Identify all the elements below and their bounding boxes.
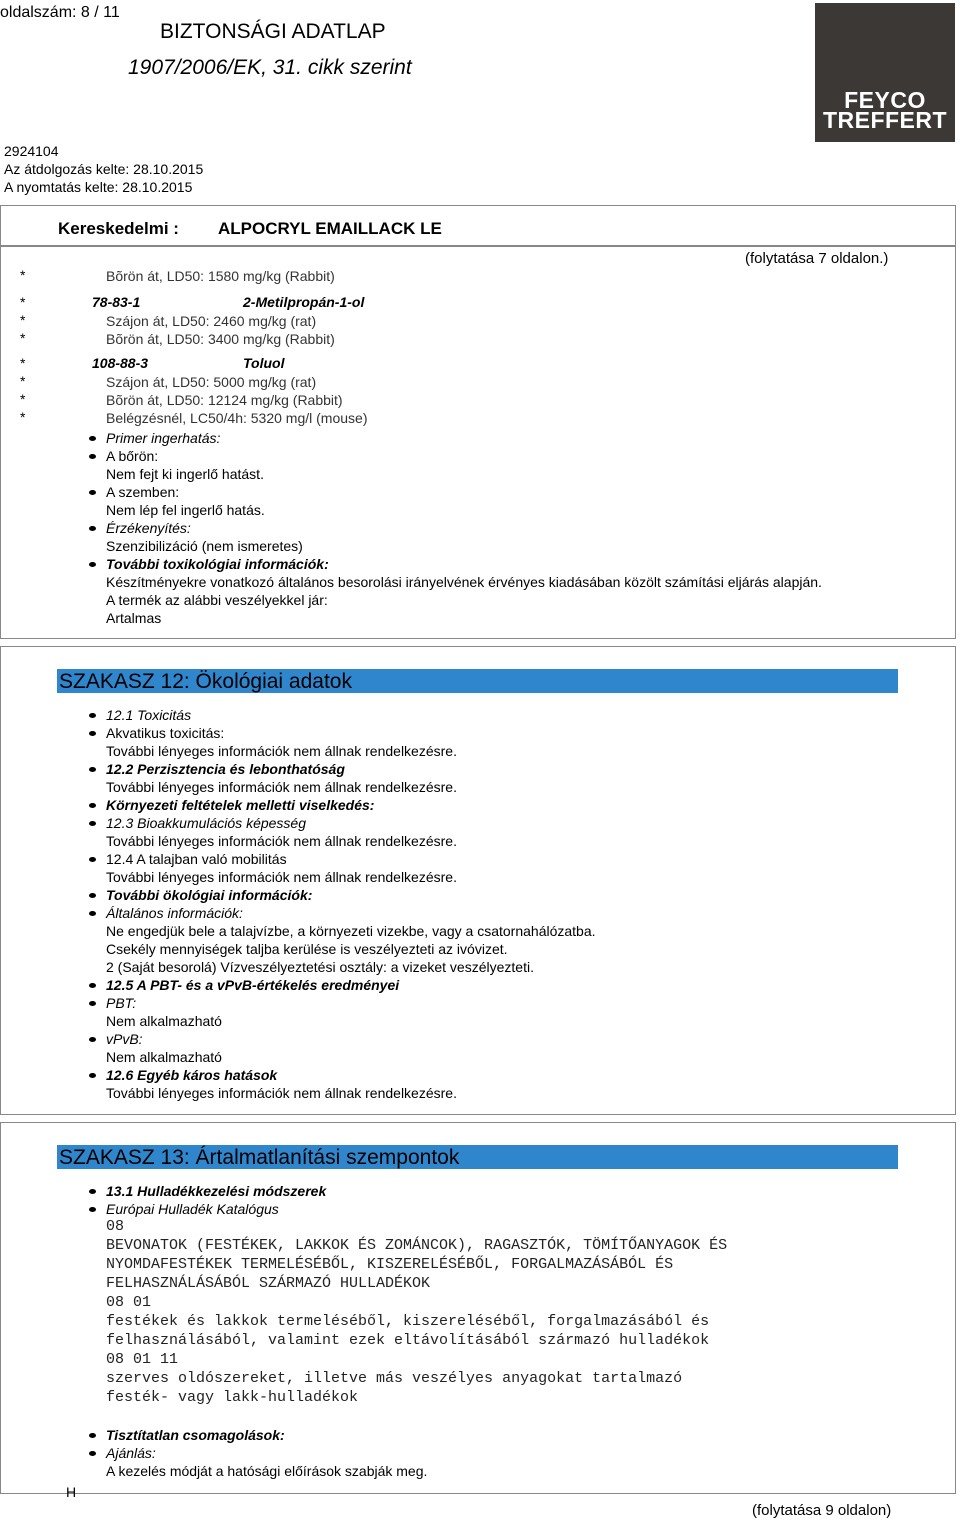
primary-irritation: Primer ingerhatás:	[106, 430, 221, 446]
substance-name: Toluol	[243, 355, 285, 371]
document-title: BIZTONSÁGI ADATLAP	[160, 20, 386, 43]
tox-line: Bõrön át, LD50: 3400 mg/kg (Rabbit)	[106, 331, 335, 347]
trade-name-label: Kereskedelmi :	[58, 219, 179, 238]
sensitisation-value: Szenzibilizáció (nem ismeretes)	[106, 538, 303, 554]
persistence-heading: 12.2 Perzisztencia és lebonthatóság	[106, 761, 345, 777]
info-line: További lényeges információk nem állnak rendelkezésre.	[106, 779, 457, 795]
aquatic-toxicity-label: Akvatikus toxicitás:	[106, 725, 225, 741]
bullet	[89, 911, 96, 916]
cas-number: 78-83-1	[92, 294, 141, 310]
star-marker: *	[20, 267, 26, 283]
revision-date: Az átdolgozás kelte: 28.10.2015	[4, 161, 204, 177]
bioaccumulation-heading: 12.3 Bioakkumulációs képesség	[106, 815, 307, 831]
pbt-assessment-heading: 12.5 A PBT- és a vPvB-értékelés eredményei	[106, 977, 400, 993]
section12-title: SZAKASZ 12: Ökológiai adatok	[59, 670, 352, 693]
bullet	[89, 767, 96, 772]
waste-description: festék- vagy lakk-hulladékok	[106, 1389, 359, 1406]
product-number: 2924104	[4, 143, 59, 159]
info-line: További lényeges információk nem állnak rendelkezésre.	[106, 833, 457, 849]
bullet	[89, 1001, 96, 1006]
waste-methods-heading: 13.1 Hulladékkezelési módszerek	[106, 1183, 327, 1199]
waste-description: felhasználásából, valamint ezek eltávolításából származó hulladékok	[106, 1332, 710, 1349]
eye-label: A szemben:	[106, 484, 180, 500]
info-line: 2 (Saját besorolá) Vízveszélyeztetési osztály: a vizeket veszélyezteti.	[106, 959, 534, 975]
packaging-heading: Tisztítatlan csomagolások:	[106, 1427, 285, 1443]
other-effects-heading: 12.6 Egyéb káros hatások	[106, 1067, 278, 1083]
info-line: További lényeges információk nem állnak rendelkezésre.	[106, 743, 457, 759]
bullet	[89, 893, 96, 898]
pbt-label: PBT:	[106, 995, 137, 1011]
bullet	[89, 983, 96, 988]
star-marker: *	[20, 330, 26, 346]
cas-number: 108-88-3	[92, 355, 149, 371]
regulation: 1907/2006/EK, 31. cikk szerint	[128, 56, 412, 79]
environment-behaviour-heading: Környezeti feltételek melletti viselkedés:	[106, 797, 375, 813]
trade-name-value: ALPOCRYL EMAILLACK LE	[218, 219, 442, 238]
continued-from: (folytatása 7 oldalon.)	[745, 250, 889, 267]
bullet	[89, 1189, 96, 1194]
section13-title: SZAKASZ 13: Ártalmatlanítási szempontok	[59, 1146, 460, 1169]
bullet	[89, 1073, 96, 1078]
general-info-heading: Általános információk:	[106, 905, 243, 921]
hazard-label: A termék az alábbi veszélyekkel jár:	[106, 592, 328, 608]
waste-code: 08 01 11	[106, 1351, 179, 1368]
further-eco-heading: További ökológiai információk:	[106, 887, 313, 903]
bullet	[89, 454, 96, 459]
star-marker: *	[20, 294, 26, 310]
bullet	[89, 1207, 96, 1212]
star-marker: *	[20, 355, 26, 371]
skin-value: Nem fejt ki ingerlő hatást.	[106, 466, 264, 482]
hazard-value: Artalmas	[106, 610, 162, 626]
logo-line1: FEYCO	[844, 87, 926, 113]
bullet	[89, 731, 96, 736]
tox-line: Szájon át, LD50: 2460 mg/kg (rat)	[106, 313, 317, 329]
bullet	[89, 803, 96, 808]
pbt-value: Nem alkalmazható	[106, 1013, 222, 1029]
bullet	[89, 526, 96, 531]
page-number: oldalszám: 8 / 11	[0, 4, 120, 21]
tox-line: Szájon át, LD50: 5000 mg/kg (rat)	[106, 374, 317, 390]
skin-label: A bőrön:	[106, 448, 159, 464]
info-line: Ne engedjük bele a talajvízbe, a környezeti vizekbe, vagy a csatornahálózatba.	[106, 923, 596, 939]
company-logo	[815, 3, 955, 142]
further-tox-value: Készítményekre vonatkozó általános besorolási irányelvének érvényes kiadásában közölt számítási eljárás alapján.	[106, 574, 822, 590]
tox-line: Bõrön át, LD50: 1580 mg/kg (Rabbit)	[106, 268, 335, 284]
star-marker: *	[20, 373, 26, 389]
waste-description: FELHASZNÁLÁSÁBÓL SZÁRMAZÓ HULLADÉKOK	[106, 1275, 431, 1292]
info-line: További lényeges információk nem állnak rendelkezésre.	[106, 1085, 457, 1101]
waste-code: 08 01	[106, 1294, 152, 1311]
star-marker: *	[20, 409, 26, 425]
toxicity-heading: 12.1 Toxicitás	[106, 707, 192, 723]
bullet	[89, 821, 96, 826]
vpvb-label: vPvB:	[106, 1031, 143, 1047]
recommendation-label: Ajánlás:	[106, 1445, 156, 1461]
bullet	[89, 1451, 96, 1456]
waste-description: NYOMDAFESTÉKEK TERMELÉSÉBŐL, KISZERELÉSÉBŐL, FORGALMAZÁSÁBÓL ÉS	[106, 1256, 674, 1273]
waste-description: BEVONATOK (FESTÉKEK, LAKKOK ÉS ZOMÁNCOK), RAGASZTÓK, TÖMÍTŐANYAGOK ÉS	[106, 1237, 728, 1254]
recommendation-value: A kezelés módját a hatósági előírások szabják meg.	[106, 1463, 428, 1479]
further-tox-label: További toxikológiai információk:	[106, 556, 329, 572]
waste-description: festékek és lakkok termeléséből, kiszereléséből, forgalmazásából és	[106, 1313, 710, 1330]
tox-line: Bõrön át, LD50: 12124 mg/kg (Rabbit)	[106, 392, 343, 408]
footer-mark: H	[66, 1484, 77, 1500]
bullet	[89, 1433, 96, 1438]
star-marker: *	[20, 391, 26, 407]
bullet	[89, 713, 96, 718]
continued-to: (folytatása 9 oldalon)	[752, 1502, 892, 1519]
waste-description: szerves oldószereket, illetve más veszélyes anyagokat tartalmazó	[106, 1370, 683, 1387]
bullet	[89, 490, 96, 495]
star-marker: *	[20, 312, 26, 328]
logo-line2: TREFFERT	[822, 107, 948, 133]
eye-value: Nem lép fel ingerlő hatás.	[106, 502, 265, 518]
bullet	[89, 562, 96, 567]
soil-mobility-heading: 12.4 A talajban való mobilitás	[106, 851, 287, 867]
sensitisation-label: Érzékenyítés:	[106, 520, 191, 536]
vpvb-value: Nem alkalmazható	[106, 1049, 222, 1065]
waste-code: 08	[106, 1218, 125, 1235]
bullet	[89, 857, 96, 862]
bullet	[89, 436, 96, 441]
substance-name: 2-Metilpropán-1-ol	[243, 294, 365, 310]
tox-line: Belégzésnél, LC50/4h: 5320 mg/l (mouse)	[106, 410, 368, 426]
ewc-heading: Európai Hulladék Katalógus	[106, 1201, 279, 1217]
bullet	[89, 1037, 96, 1042]
info-line: Csekély mennyiségek taljba kerülése is veszélyezteti az ivóvizet.	[106, 941, 508, 957]
info-line: További lényeges információk nem állnak rendelkezésre.	[106, 869, 457, 885]
print-date: A nyomtatás kelte: 28.10.2015	[4, 179, 193, 195]
